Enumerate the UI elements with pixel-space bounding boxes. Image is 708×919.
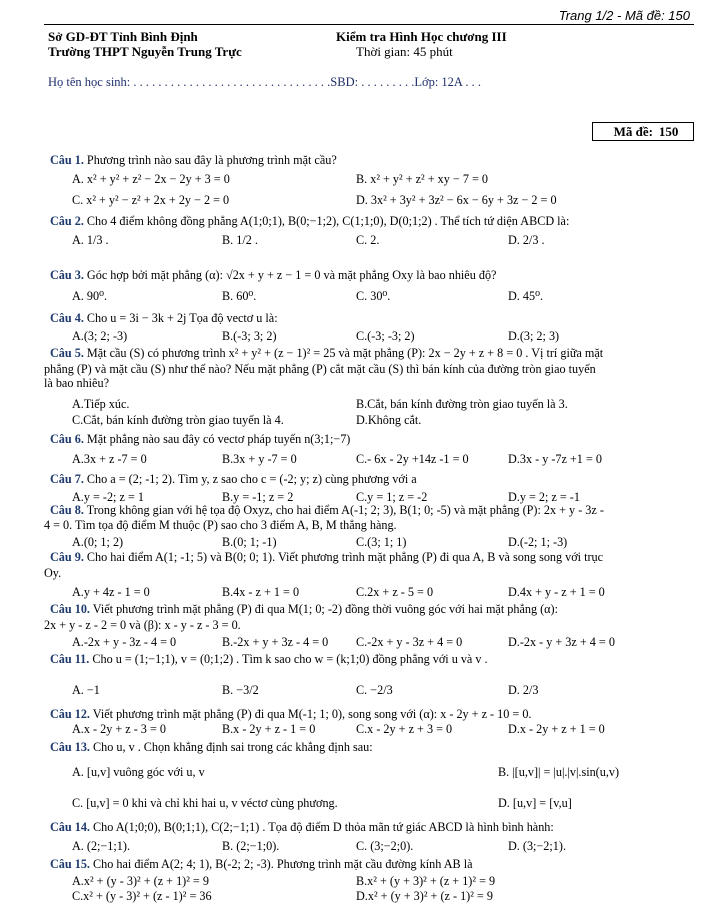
option-d[interactable]: D.x² + (y + 3)² + (z - 1)² = 9: [356, 889, 493, 903]
option-c[interactable]: C.- 6x - 2y +14z -1 = 0: [356, 452, 469, 466]
question-3: [50, 268, 690, 282]
option-a[interactable]: A. −1: [72, 683, 100, 697]
option-c[interactable]: C. 2.: [356, 233, 380, 247]
question-text: Cho hai điểm A(1; -1; 5) và B(0; 0; 1). Viết phương trình mặt phẳng (P) đi qua A, B và song song với trục: [83, 550, 604, 564]
option-a[interactable]: A. 90⁰.: [72, 289, 108, 303]
option-b[interactable]: B.4x - z + 1 = 0: [222, 585, 300, 599]
question-8: [50, 503, 690, 517]
question-text: Viết phương trình mặt phẳng (P) đi qua M(-1; 1; 0), song song với (α): x - 2y + z - 10 = 0.: [89, 707, 532, 721]
option-a[interactable]: A.3x + z -7 = 0: [72, 452, 147, 466]
question-text-continued: 4 = 0. Tìm tọa độ điểm M thuộc (P) sao cho 3 điểm A, B, M thẳng hàng.: [44, 518, 397, 532]
option-b[interactable]: B.(0; 1; -1): [222, 535, 277, 549]
option-a[interactable]: A.-2x + y - 3z - 4 = 0: [72, 635, 177, 649]
option-d[interactable]: D. [u,v] = [v,u]: [498, 796, 572, 810]
option-a[interactable]: A.y + 4z - 1 = 0: [72, 585, 150, 599]
option-d[interactable]: D.y = 2; z = -1: [508, 490, 580, 504]
question-14: [50, 820, 690, 834]
option-d[interactable]: D.x - 2y + z + 1 = 0: [508, 722, 605, 736]
question-text: Cho u = (1;−1;1), v = (0;1;2) . Tìm k sao cho w = (k;1;0) đồng phẳng với u và v .: [89, 652, 488, 666]
option-c[interactable]: C. 30⁰.: [356, 289, 391, 303]
option-b[interactable]: B.-2x + y + 3z - 4 = 0: [222, 635, 329, 649]
question-text: Cho a = (2; -1; 2). Tìm y, z sao cho c = (-2; y; z) cùng phương với a: [83, 472, 417, 486]
question-1: [50, 153, 690, 167]
option-a[interactable]: A. x² + y² + z² − 2x − 2y + 3 = 0: [72, 172, 230, 186]
exam-code-label: Mã đề:: [613, 123, 653, 139]
question-text: Viết phương trình mặt phẳng (P) đi qua M(1; 0; -2) đồng thời vuông góc với hai mặt phẳng (α):: [89, 602, 558, 616]
question-label: Câu 12.: [50, 707, 90, 721]
question-label: Câu 4.: [50, 311, 84, 325]
question-text: Mặt cầu (S) có phương trình x² + y² + (z − 1)² = 25 và mặt phẳng (P): 2x − 2y + z + 8 = 0 . Vị trí giữa mặt: [83, 346, 604, 360]
option-c[interactable]: C.2x + z - 5 = 0: [356, 585, 434, 599]
option-a[interactable]: A.(0; 1; 2): [72, 535, 124, 549]
option-c[interactable]: C. [u,v] = 0 khi và chỉ khi hai u, v véctơ cùng phương.: [72, 796, 338, 810]
option-c[interactable]: C.x² + (y - 3)² + (z - 1)² = 36: [72, 889, 212, 903]
option-c[interactable]: C.x - 2y + z + 3 = 0: [356, 722, 453, 736]
question-text: Cho u, v . Chọn khẳng định sai trong các khẳng định sau:: [89, 740, 373, 754]
question-label: Câu 13.: [50, 740, 90, 754]
option-b[interactable]: B. −3/2: [222, 683, 259, 697]
option-a[interactable]: A. 1/3 .: [72, 233, 109, 247]
question-label: Câu 10.: [50, 602, 90, 616]
school: Trường THPT Nguyễn Trung Trực: [48, 44, 242, 59]
question-label: Câu 14.: [50, 820, 90, 834]
exam-title: Kiểm tra Hình Học chương III: [336, 29, 507, 44]
option-d[interactable]: D.(3; 2; 3): [508, 329, 560, 343]
question-text-continued: là bao nhiêu?: [44, 376, 109, 390]
question-text: Phương trình nào sau đây là phương trình mặt cầu?: [83, 153, 337, 167]
question-label: Câu 5.: [50, 346, 84, 360]
option-b[interactable]: B.y = -1; z = 2: [222, 490, 294, 504]
option-d[interactable]: D. 45⁰.: [508, 289, 544, 303]
option-b[interactable]: B. |[u,v]| = |u|.|v|.sin(u,v): [498, 765, 620, 779]
question-text-continued: 2x + y - z - 2 = 0 và (β): x - y - z - 3 = 0.: [44, 618, 241, 632]
option-a[interactable]: A. (2;−1;1).: [72, 839, 130, 853]
question-label: Câu 2.: [50, 214, 84, 228]
question-label: Câu 6.: [50, 432, 84, 446]
option-c[interactable]: C. −2/3: [356, 683, 393, 697]
option-d[interactable]: D.(-2; 1; -3): [508, 535, 568, 549]
question-6: [50, 432, 690, 446]
question-12: [50, 707, 690, 721]
student-info-line: Họ tên học sinh: . . . . . . . . . . . . . . . . . . . . . . . . . . . . . . . .SBD: . . . . . . . . .Lớp: 12A . . .: [48, 75, 482, 89]
option-d[interactable]: D. (3;−2;1).: [508, 839, 566, 853]
option-c[interactable]: C.(-3; -3; 2): [356, 329, 415, 343]
option-a[interactable]: A.y = -2; z = 1: [72, 490, 144, 504]
question-2: [50, 214, 690, 228]
option-a[interactable]: A.(3; 2; -3): [72, 329, 128, 343]
question-15: [50, 857, 690, 871]
option-c[interactable]: C.-2x + y - 3z + 4 = 0: [356, 635, 463, 649]
question-text: Cho hai điểm A(2; 4; 1), B(-2; 2; -3). Phương trình mặt cầu đường kính AB là: [89, 857, 473, 871]
option-c[interactable]: C.Cắt, bán kính đường tròn giao tuyến là 4.: [72, 413, 284, 427]
question-9: [50, 550, 690, 564]
question-10: [50, 602, 690, 616]
question-11: [50, 652, 690, 666]
question-13: [50, 740, 690, 754]
option-d[interactable]: D.-2x - y + 3z + 4 = 0: [508, 635, 615, 649]
question-label: Câu 3.: [50, 268, 84, 282]
question-text: Cho u = 3i − 3k + 2j Tọa độ vectơ u là:: [83, 311, 278, 325]
option-a[interactable]: A.x² + (y - 3)² + (z + 1)² = 9: [72, 874, 209, 888]
option-b[interactable]: B. 1/2 .: [222, 233, 258, 247]
option-b[interactable]: B.3x + y -7 = 0: [222, 452, 297, 466]
option-b[interactable]: B. x² + y² + z² + xy − 7 = 0: [356, 172, 488, 186]
option-b[interactable]: B. (2;−1;0).: [222, 839, 280, 853]
question-text: Trong không gian với hệ tọa độ Oxyz, cho hai điểm A(-1; 2; 3), B(1; 0; -5) và mặt phẳng (P): 2x + y - 3z -: [83, 503, 604, 517]
option-d[interactable]: D.4x + y - z + 1 = 0: [508, 585, 605, 599]
option-c[interactable]: C. x² + y² − z² + 2x + 2y − 2 = 0: [72, 193, 230, 207]
question-label: Câu 1.: [50, 153, 84, 167]
option-a[interactable]: A. [u,v] vuông góc với u, v: [72, 765, 205, 779]
option-b[interactable]: B.Cắt, bán kính đường tròn giao tuyến là 3.: [356, 397, 568, 411]
question-text: Góc hợp bởi mặt phẳng (α): √2x + y + z − 1 = 0 và mặt phẳng Oxy là bao nhiêu độ?: [83, 268, 497, 282]
option-a[interactable]: A.Tiếp xúc.: [72, 397, 130, 411]
duration: Thời gian: 45 phút: [356, 44, 453, 59]
question-4: [50, 311, 690, 325]
option-c[interactable]: C.y = 1; z = -2: [356, 490, 428, 504]
question-text-continued: Oy.: [44, 566, 62, 580]
page-info: Trang 1/2 - Mã đề: 150: [558, 8, 690, 23]
exam-code-box: [592, 122, 694, 141]
option-d[interactable]: D. 2/3: [508, 683, 539, 697]
option-d[interactable]: D.3x - y -7z +1 = 0: [508, 452, 602, 466]
option-b[interactable]: B.x - 2y + z - 1 = 0: [222, 722, 316, 736]
question-label: Câu 9.: [50, 550, 84, 564]
question-label: Câu 8.: [50, 503, 84, 517]
department: Sở GD-ĐT Tỉnh Bình Định: [48, 29, 198, 44]
option-d[interactable]: D. 2/3 .: [508, 233, 545, 247]
question-label: Câu 15.: [50, 857, 90, 871]
exam-code-value: 150: [658, 123, 679, 139]
header-rule: [44, 24, 694, 25]
question-label: Câu 7.: [50, 472, 84, 486]
question-text: Cho A(1;0;0), B(0;1;1), C(2;−1;1) . Tọa độ điểm D thỏa mãn tứ giác ABCD là hình bình hành:: [89, 820, 554, 834]
option-c[interactable]: C.(3; 1; 1): [356, 535, 407, 549]
option-a[interactable]: A.x - 2y + z - 3 = 0: [72, 722, 166, 736]
option-b[interactable]: B.(-3; 3; 2): [222, 329, 277, 343]
question-label: Câu 11.: [50, 652, 90, 666]
question-5: [50, 346, 690, 360]
question-7: [50, 472, 690, 486]
question-text-continued: phẳng (P) và mặt cầu (S) như thế nào? Nếu mặt phẳng (P) cắt mặt cầu (S) thì bán kính của đường tròn giao tuyến: [44, 362, 596, 376]
option-b[interactable]: B. 60⁰.: [222, 289, 257, 303]
option-b[interactable]: B.x² + (y + 3)² + (z + 1)² = 9: [356, 874, 496, 888]
question-text: Mặt phẳng nào sau đây có vectơ pháp tuyến n(3;1;−7): [83, 432, 351, 446]
option-d[interactable]: D. 3x² + 3y² + 3z² − 6x − 6y + 3z − 2 = 0: [356, 193, 557, 207]
question-text: Cho 4 điểm không đồng phẳng A(1;0;1), B(0;−1;2), C(1;1;0), D(0;1;2) . Thể tích tứ diện ABCD là:: [83, 214, 570, 228]
option-d[interactable]: D.Không cắt.: [356, 413, 422, 427]
option-c[interactable]: C. (3;−2;0).: [356, 839, 414, 853]
